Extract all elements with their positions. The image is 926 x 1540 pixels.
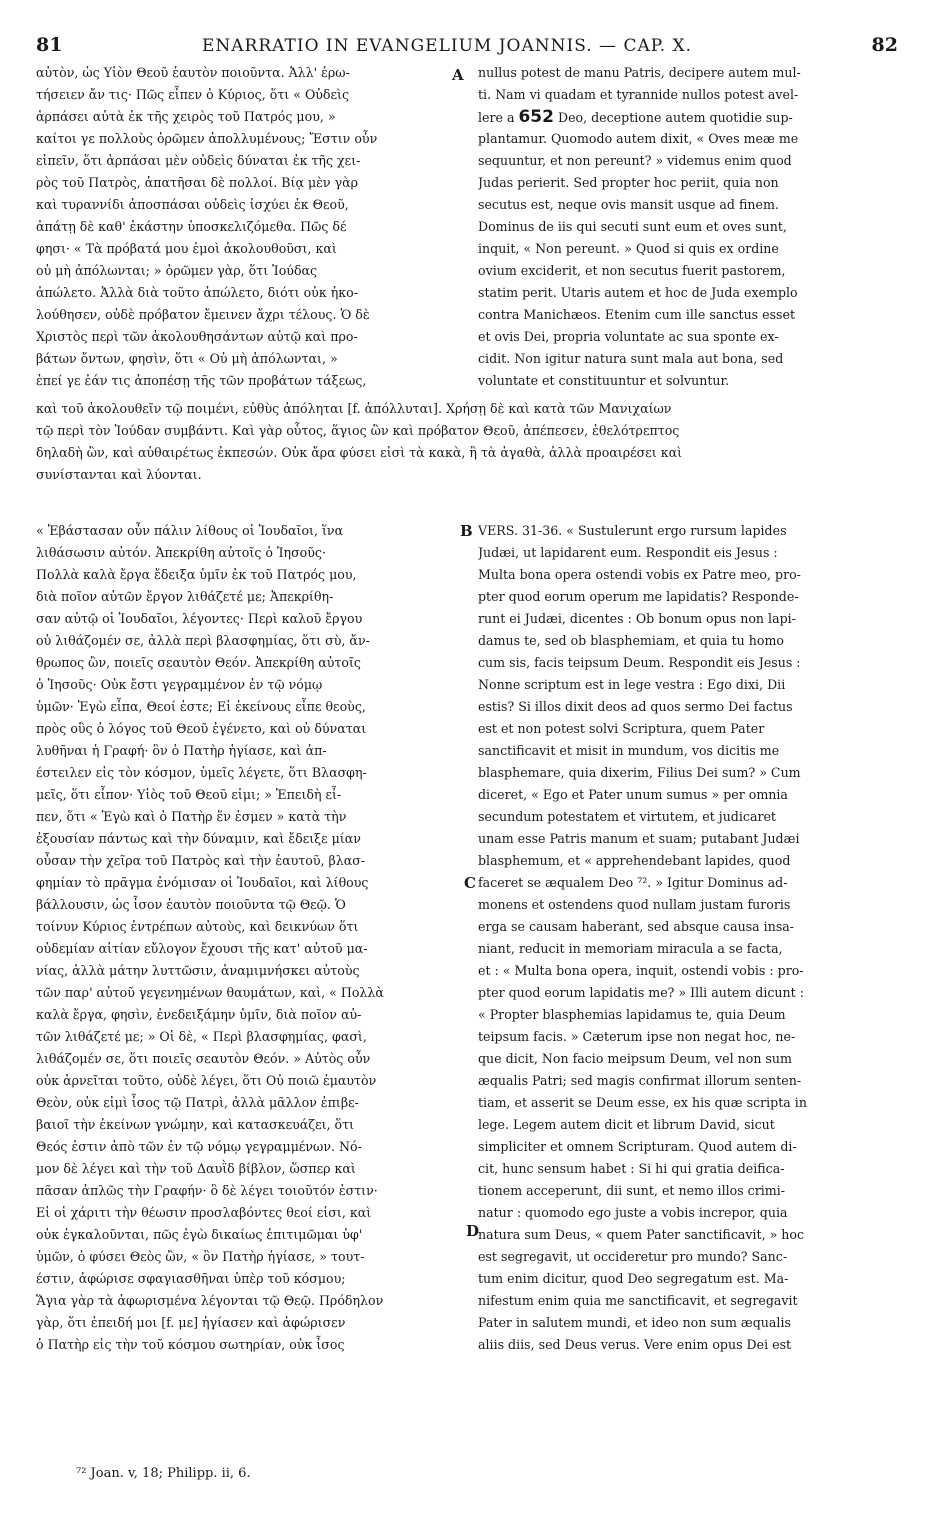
greek-line: οὐ λιθάζομέν σε, ἀλλὰ περὶ βλασφημίας, ὅτι σὺ, ἄν- <box>36 633 370 648</box>
latin-line: pter quod eorum lapidatis me? » Illi autem dicunt : <box>478 985 804 1000</box>
latin-line: inquit, « Non pereunt. » Quod si quis ex ordine <box>478 241 779 256</box>
greek-line: λούθησεν, οὐδὲ πρόβατον ἔμεινεν ἄχρι τέλους. Ὁ δὲ <box>36 307 370 322</box>
latin-line: erga se causam haberant, sed absque causa insa- <box>478 919 795 934</box>
greek-line: τῷ περὶ τὸν Ἰούδαν συμβάντι. Καὶ γὰρ οὗτος, ἅγιος ὢν καὶ πρόβατον Θεοῦ, ἀπέπεσεν, ἐθελότρεπτος <box>36 423 680 438</box>
page-header <box>36 34 898 58</box>
greek-line: καὶ τοῦ ἀκολουθεῖν τῷ ποιμένι, εὐθὺς ἀπόληται [f. ἀπόλλυται]. Χρήσῃ δὲ καὶ κατὰ τῶν Μανιχαίων <box>36 401 672 416</box>
latin-line: blasphemare, quia dixerim, Filius Dei sum? » Cum <box>478 765 801 780</box>
latin-line: diceret, « Ego et Pater unum sumus » per omnia <box>478 787 788 802</box>
greek-line: ἐξουσίαν πάντως καὶ τὴν δύναμιν, καὶ ἔδειξε μίαν <box>36 831 361 846</box>
migne-column-number: 652 <box>518 107 554 127</box>
latin-line: est et non potest solvi Scriptura, quem Pater <box>478 721 765 736</box>
latin-line-segment: lere a <box>478 110 519 125</box>
latin-line: ovium exciderit, et non secutus fuerit pastorem, <box>478 263 786 278</box>
greek-line: πρὸς οὓς ὁ λόγος τοῦ Θεοῦ ἐγένετο, καὶ οὐ δύναται <box>36 721 367 736</box>
latin-line: teipsum facis. » Cæterum ipse non negat hoc, ne- <box>478 1029 796 1044</box>
greek-line: Θεός ἐστιν ἀπὸ τῶν ἐν τῷ νόμῳ γεγραμμένων. Νό- <box>36 1139 362 1154</box>
latin-line-with-column-number <box>478 106 896 128</box>
latin-line: niant, reducit in memoriam miracula a se facta, <box>478 941 783 956</box>
greek-line: οὐκ ἐγκαλοῦνται, πῶς ἐγὼ δικαίως ἐπιτιμῶμαι ὑφ' <box>36 1227 363 1242</box>
latin-line: natur : quomodo ego juste a vobis increpor, quia <box>478 1205 788 1220</box>
greek-line: έστειλεν εἰς τὸν κόσμον, ὑμεῖς λέγετε, ὅτι Βλασφη- <box>36 765 367 780</box>
greek-line: Χριστὸς περὶ τῶν ἀκολουθησάντων αὐτῷ καὶ προ- <box>36 329 358 344</box>
latin-line: faceret se æqualem Deo ⁷². » Igitur Dominus ad- <box>478 875 788 890</box>
latin-column-bottom <box>478 520 896 1356</box>
greek-line: ἐπεί γε ἐάν τις ἀποπέσῃ τῆς τῶν προβάτων τάξεως, <box>36 373 367 388</box>
latin-line: et : « Multa bona opera, inquit, ostendi vobis : pro- <box>478 963 804 978</box>
greek-line: Πολλὰ καλὰ ἔργα ἔδειξα ὑμῖν ἐκ τοῦ Πατρός μου, <box>36 567 357 582</box>
section-marker-b: B <box>460 522 473 540</box>
latin-line: pter quod eorum operum me lapidatis? Responde- <box>478 589 799 604</box>
section-marker-d: D <box>466 1222 480 1240</box>
latin-line: unam esse Patris manum et suam; putabant Judæi <box>478 831 800 846</box>
latin-line: Judæi, ut lapidarent eum. Respondit eis Jesus : <box>478 545 778 560</box>
latin-line-segment: Deo, deceptione autem quotidie sup- <box>553 110 793 125</box>
section-marker-a: A <box>452 66 464 84</box>
greek-line: ρὸς τοῦ Πατρὸς, ἀπατῆσαι δὲ πολλοί. Βίᾳ μὲν γὰρ <box>36 175 359 190</box>
greek-line: βάλλουσιν, ὡς ἶσον ἑαυτὸν ποιοῦντα τῷ Θεῷ. Ὁ <box>36 897 346 912</box>
latin-line: Pater in salutem mundi, et ideo non sum æqualis <box>478 1315 791 1330</box>
latin-line: et ovis Dei, propria voluntate ac sua sponte ex- <box>478 329 779 344</box>
greek-line: φημίαν τὸ πρᾶγμα ἐνόμισαν οἱ Ἰουδαῖοι, καὶ λίθους <box>36 875 369 890</box>
greek-line: βαιοῖ τὴν ἐκείνων γνώμην, καὶ κατασκευάζει, ὅτι <box>36 1117 355 1132</box>
greek-line: « Ἐβάστασαν οὖν πάλιν λίθους οἱ Ἰουδαῖοι, ἵνα <box>36 523 344 538</box>
greek-line: οὐκ ἀρνεῖται τοῦτο, οὐδὲ λέγει, ὅτι Οὐ ποιῶ ἐμαυτὸν <box>36 1073 377 1088</box>
latin-line: secutus est, neque ovis mansit usque ad finem. <box>478 197 779 212</box>
greek-line: τοίνυν Κύριος ἐντρέπων αὐτοὺς, καὶ δεικνύων ὅτι <box>36 919 359 934</box>
greek-line: οὐδεμίαν αἰτίαν εὔλογον ἔχουσι τῆς κατ' αὐτοῦ μα- <box>36 941 368 956</box>
latin-line: Judas perierit. Sed propter hoc periit, quia non <box>478 175 779 190</box>
latin-line: cidit. Non igitur natura sunt mala aut bona, sed <box>478 351 784 366</box>
greek-column-top <box>36 62 458 392</box>
greek-line: μεῖς, ὅτι εἶπον· Υἱὸς τοῦ Θεοῦ εἰμι; » Ἐπειδὴ εἶ- <box>36 787 342 802</box>
greek-line: εἰπεῖν, ὅτι ἁρπάσαι μὲν οὐδεὶς δύναται ἐκ τῆς χει- <box>36 153 361 168</box>
greek-line: τῶν παρ' αὐτοῦ γεγενημένων θαυμάτων, καὶ, « Πολλὰ <box>36 985 384 1000</box>
latin-line: est segregavit, ut occideretur pro mundo? Sanc- <box>478 1249 788 1264</box>
greek-line: αὐτὸν, ὡς Υἱὸν Θεοῦ ἑαυτὸν ποιοῦντα. Ἀλλ' ἐρω- <box>36 65 350 80</box>
section-marker-c: C <box>464 874 476 892</box>
greek-line: πεν, ὅτι « Ἐγὼ καὶ ὁ Πατὴρ ἕν ἐσμεν » κατὰ τὴν <box>36 809 347 824</box>
latin-line: runt ei Judæi, dicentes : Ob bonum opus non lapi- <box>478 611 796 626</box>
greek-line: δηλαδὴ ὢν, καὶ αὐθαιρέτως ἐκπεσών. Οὐκ ἄρα φύσει εἰσὶ τὰ κακὰ, ἢ τὰ ἀγαθὰ, ἀλλὰ προαιρέσει καὶ <box>36 445 683 460</box>
greek-line: βάτων ὄντων, φησὶν, ὅτι « Οὐ μὴ ἀπόλωνται, » <box>36 351 338 366</box>
greek-line: ὑμῶν, ὁ φύσει Θεὸς ὢν, « ὃν Πατὴρ ἡγίασε, » τουτ- <box>36 1249 365 1264</box>
latin-line: statim perit. Utaris autem et hoc de Juda exemplo <box>478 285 798 300</box>
latin-line: nifestum enim quia me sanctificavit, et segregavit <box>478 1293 798 1308</box>
latin-line: VERS. 31-36. « Sustulerunt ergo rursum lapides <box>478 523 787 538</box>
latin-line: Dominus de iis qui secuti sunt eum et oves sunt, <box>478 219 787 234</box>
greek-line: λιθάζομέν σε, ὅτι ποιεῖς σεαυτὸν Θεόν. » Αὐτὸς οὖν <box>36 1051 371 1066</box>
latin-line: cit, hunc sensum habet : Si hi qui gratia deifica- <box>478 1161 785 1176</box>
greek-line: τήσειεν ἄν τις· Πῶς εἶπεν ὁ Κύριος, ὅτι « Οὐδεὶς <box>36 87 350 102</box>
greek-line: λυθῆναι ἡ Γραφή· ὃν ὁ Πατὴρ ἡγίασε, καὶ ἀπ- <box>36 743 327 758</box>
greek-line: ὁ Ἰησοῦς· Οὐκ ἔστι γεγραμμένον ἐν τῷ νόμῳ <box>36 677 323 692</box>
greek-line: έστιν, ἀφώρισε σφαγιασθῆναι ὑπὲρ τοῦ κόσμου; <box>36 1271 346 1286</box>
greek-line: ἀπώλετο. Ἀλλὰ διὰ τοῦτο ἀπώλετο, διότι οὐκ ἠκο- <box>36 285 358 300</box>
greek-line: θρωπος ὢν, ποιεῖς σεαυτὸν Θεόν. Ἀπεκρίθη αὐτοῖς <box>36 655 361 670</box>
latin-line: « Propter blasphemias lapidamus te, quia Deum <box>478 1007 786 1022</box>
greek-line: ὁ Πατὴρ εἰς τὴν τοῦ κόσμου σωτηρίαν, οὐκ ἶσος <box>36 1337 345 1352</box>
greek-line: ἁρπάσει αὐτὰ ἐκ τῆς χειρὸς τοῦ Πατρός μου, » <box>36 109 336 124</box>
greek-line: καλὰ ἔργα, φησὶν, ἐνεδειξάμην ὑμῖν, διὰ ποῖον αὐ- <box>36 1007 362 1022</box>
page-number-left: 81 <box>36 34 63 56</box>
latin-line: natura sum Deus, « quem Pater sanctificavit, » hoc <box>478 1227 805 1242</box>
greek-line: συνίστανται καὶ λύονται. <box>36 467 202 482</box>
latin-column-top <box>478 62 896 392</box>
latin-line: simpliciter et omnem Scripturam. Quod autem di- <box>478 1139 797 1154</box>
latin-line: sequuntur, et non pereunt? » videmus enim quod <box>478 153 792 168</box>
greek-line: σαν αὐτῷ οἱ Ἰουδαῖοι, λέγοντες· Περὶ καλοῦ ἔργου <box>36 611 363 626</box>
latin-line: Multa bona opera ostendi vobis ex Patre meo, pro- <box>478 567 801 582</box>
greek-line: διὰ ποῖον αὐτῶν ἔργον λιθάζετέ με; Ἀπεκρίθη- <box>36 589 334 604</box>
greek-line: νίας, ἀλλὰ μάτην λυττῶσιν, ἀναμιμνήσκει αὐτοὺς <box>36 963 360 978</box>
latin-line: tionem acceperunt, dii sunt, et nemo illos crimi- <box>478 1183 786 1198</box>
latin-line: nullus potest de manu Patris, decipere autem mul- <box>478 65 801 80</box>
latin-line: cum sis, facis teipsum Deum. Respondit eis Jesus : <box>478 655 801 670</box>
greek-line: καὶ τυραννίδι ἀποσπάσαι οὐδεὶς ἰσχύει ἐκ Θεοῦ, <box>36 197 349 212</box>
latin-line: tiam, et asserit se Deum esse, ex his quæ scripta in <box>478 1095 807 1110</box>
latin-line: secundum potestatem et virtutem, et judicaret <box>478 809 776 824</box>
latin-line: voluntate et constituuntur et solvuntur. <box>478 373 730 388</box>
greek-line: οὖσαν τὴν χεῖρα τοῦ Πατρὸς καὶ τὴν ἑαυτοῦ, βλασ- <box>36 853 366 868</box>
greek-line: οὐ μὴ ἀπόλωνται; » ὁρῶμεν γὰρ, ὅτι Ἰούδας <box>36 263 318 278</box>
greek-column-bottom <box>36 520 458 1356</box>
greek-line: γὰρ, ὅτι ἐπειδή μοι [f. με] ἡγίασεν καὶ ἀφώρισεν <box>36 1315 346 1330</box>
latin-line: monens et ostendens quod nullam justam furoris <box>478 897 791 912</box>
latin-line: que dicit, Non facio meipsum Deum, vel non sum <box>478 1051 792 1066</box>
greek-line: καίτοι γε πολλοὺς ὁρῶμεν ἀπολλυμένους; Ἔστιν οὖν <box>36 131 378 146</box>
latin-line: tum enim dicitur, quod Deo segregatum est. Ma- <box>478 1271 789 1286</box>
latin-line: blasphemum, et « apprehendebant lapides, quod <box>478 853 791 868</box>
greek-line: Θεὸν, οὐκ εἰμὶ ἶσος τῷ Πατρὶ, ἀλλὰ μᾶλλον ἐπιβε- <box>36 1095 359 1110</box>
latin-line: ti. Nam vi quadam et tyrannide nullos potest avel- <box>478 87 799 102</box>
greek-line: Ἅγια γὰρ τὰ ἀφωρισμένα λέγονται τῷ Θεῷ. Πρόδηλον <box>36 1293 384 1308</box>
greek-line: φησι· « Τὰ πρόβατά μου ἐμοὶ ἀκολουθοῦσι, καὶ <box>36 241 337 256</box>
greek-line: τῶν λιθάζετέ με; » Οἱ δὲ, « Περὶ βλασφημίας, φασὶ, <box>36 1029 367 1044</box>
greek-line: πᾶσαν ἁπλῶς τὴν Γραφήν· ὃ δὲ λέγει τοιοῦτόν ἐστιν· <box>36 1183 378 1198</box>
latin-line: lege. Legem autem dicit et librum David, sicut <box>478 1117 775 1132</box>
page-number-right: 82 <box>871 34 898 56</box>
latin-line: plantamur. Quomodo autem dixit, « Oves meæ me <box>478 131 799 146</box>
greek-line: ὑμῶν· Ἐγὼ εἶπα, Θεοί ἐστε; Εἰ ἐκείνους εἶπε θεοὺς, <box>36 699 366 714</box>
latin-line: estis? Si illos dixit deos ad quos sermo Dei factus <box>478 699 793 714</box>
greek-line: ἀπάτῃ δὲ καθ' ἑκάστην ὑποσκελιζόμεθα. Πῶς δέ <box>36 219 347 234</box>
latin-line: aliis diis, sed Deus verus. Vere enim opus Dei est <box>478 1337 792 1352</box>
greek-line: μον δὲ λέγει καὶ τὴν τοῦ Δαυῒδ βίβλον, ὥσπερ καὶ <box>36 1161 356 1176</box>
greek-line: Εἰ οἱ χάριτι τὴν θέωσιν προσλαβόντες θεοί εἰσι, καὶ <box>36 1205 372 1220</box>
running-title: ENARRATIO IN EVANGELIUM JOANNIS. — CAP. X. <box>202 36 693 56</box>
latin-line: contra Manichæos. Etenim cum ille sanctus esset <box>478 307 796 322</box>
latin-line: sanctificavit et misit in mundum, vos dicitis me <box>478 743 780 758</box>
greek-line: λιθάσωσιν αὐτόν. Ἀπεκρίθη αὐτοῖς ὁ Ἰησοῦς· <box>36 545 326 560</box>
latin-line: damus te, sed ob blasphemiam, et quia tu homo <box>478 633 784 648</box>
latin-line: Nonne scriptum est in lege vestra : Ego dixi, Dii <box>478 677 786 692</box>
latin-line: æqualis Patri; sed magis confirmat illorum senten- <box>478 1073 802 1088</box>
greek-wide-paragraph <box>36 398 898 486</box>
footnote: ⁷² Joan. v, 18; Philipp. ii, 6. <box>76 1466 251 1481</box>
